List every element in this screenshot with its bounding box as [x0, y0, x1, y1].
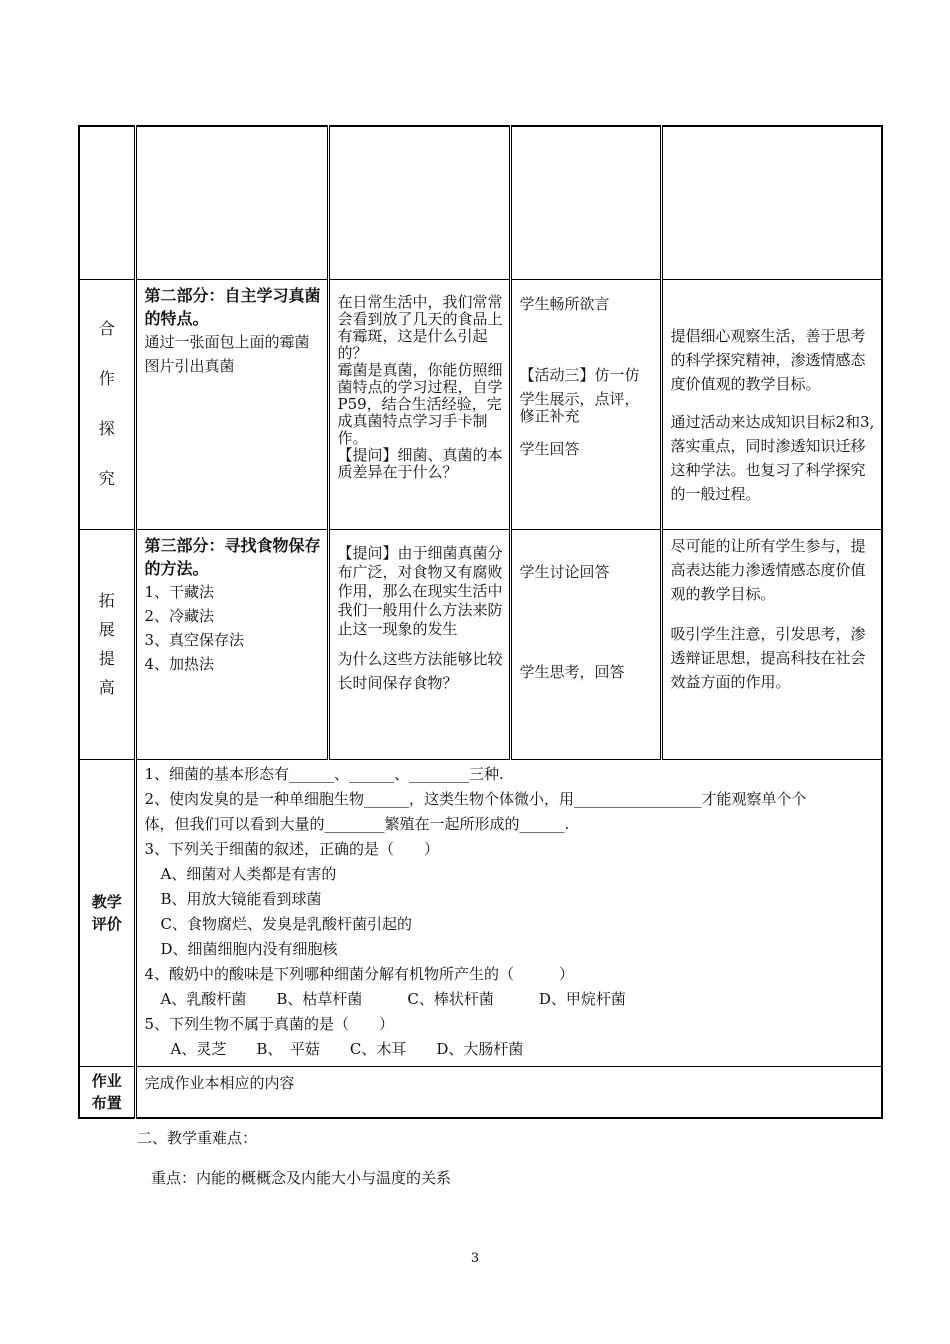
extend-label-char: 展	[98, 620, 115, 639]
top-teacher-cell	[328, 126, 510, 279]
cooperate-content-cell	[135, 279, 328, 529]
quiz-option: A、灵芝 B、 平菇 C、木耳 D、大肠杆菌	[170, 1039, 524, 1058]
section-title: 第三部分：寻找食物保存的方法。	[144, 535, 321, 578]
extend-teacher-cell	[328, 529, 510, 759]
quiz-option: B、用放大镜能看到球菌	[160, 889, 322, 908]
evaluation-label: 评价	[91, 914, 122, 933]
cooperate-label-char: 探	[98, 419, 115, 438]
extend-student-cell	[510, 529, 661, 759]
student-text: 学生回答	[519, 439, 580, 458]
intent-text: 通过活动来达成知识目标2和3,落实重点，同时渗透知识迁移这种学法。也复习了科学探究的一般过程。	[670, 412, 875, 503]
homework-text: 完成作业本相应的内容	[144, 1073, 295, 1092]
cooperate-intent-cell	[661, 279, 882, 529]
extend-label-cell	[79, 529, 135, 759]
extend-intent-cell	[661, 529, 882, 759]
teacher-text: 【提问】细菌、真菌的本质差异在于什么？	[337, 445, 503, 481]
intent-text: 吸引学生注意，引发思考，渗透辩证思想，提高科技在社会效益方面的作用。	[670, 624, 866, 691]
top-intent-cell	[661, 126, 882, 279]
quiz-line: 4、酸奶中的酸味是下列哪种细菌分解有机物所产生的（ ）	[144, 964, 575, 983]
quiz-option: A、细菌对人类都是有害的	[160, 864, 337, 883]
key-point-text: 重点：内能的概概念及内能大小与温度的关系	[151, 1169, 452, 1187]
method-item: 4、加热法	[144, 654, 215, 673]
table-row-evaluation	[79, 759, 882, 1066]
homework-label: 作业	[91, 1071, 122, 1090]
quiz-line: 3、下列关于细菌的叙述，正确的是（ ）	[144, 839, 440, 858]
method-item: 1、干藏法	[144, 582, 215, 601]
cooperate-teacher-cell	[328, 279, 510, 529]
method-item: 2、冷藏法	[144, 606, 215, 625]
cooperate-label-char: 究	[98, 469, 115, 488]
quiz-option: C、食物腐烂、发臭是乳酸杆菌引起的	[160, 914, 412, 933]
quiz-line: 体，但我们可以看到大量的________繁殖在一起所形成的______.	[144, 814, 570, 833]
cooperate-label-cell	[79, 279, 135, 529]
cooperate-student-cell	[510, 279, 661, 529]
student-text: 学生思考，回答	[519, 662, 625, 681]
student-text: 学生讨论回答	[519, 562, 610, 581]
teacher-text: 【提问】由于细菌真菌分布广泛，对食物又有腐败作用，那么在现实生活中我们一般用什么方法来防止这一现象的发生	[337, 543, 503, 638]
lesson-plan-table	[78, 125, 883, 1119]
quiz-line: 1、细菌的基本形态有______、______、________三种.	[144, 764, 504, 783]
top-student-cell	[510, 126, 661, 279]
quiz-line: 5、下列生物不属于真菌的是（ ）	[144, 1014, 395, 1033]
cooperate-label-char: 合	[98, 319, 115, 338]
table-row-homework	[79, 1066, 882, 1118]
homework-content-cell	[135, 1066, 882, 1118]
section-title: 第二部分：自主学习真菌的特点。	[144, 285, 321, 328]
extend-label-char: 高	[98, 678, 115, 697]
quiz-line: 2、使肉发臭的是一种单细胞生物______，这类生物个体微小，用_________________才能观察单个个	[144, 789, 807, 808]
table-row-top	[79, 126, 882, 279]
student-text: 【活动三】仿一仿	[519, 365, 640, 384]
student-text: 学生展示，点评，修正补充	[519, 389, 640, 425]
table-row-cooperate	[79, 279, 882, 529]
intent-text: 尽可能的让所有学生参与，提高表达能力渗透情感态度价值观的教学目标。	[670, 536, 866, 603]
cooperate-label-char: 作	[98, 369, 115, 388]
quiz-option: D、细菌细胞内没有细胞核	[160, 939, 338, 958]
extend-content-cell	[135, 529, 328, 759]
evaluation-label-cell	[79, 759, 135, 1066]
homework-label: 布置	[91, 1093, 122, 1112]
student-text: 学生畅所欲言	[519, 294, 610, 313]
method-item: 3、真空保存法	[144, 630, 245, 649]
section-body: 通过一张面包上面的霉菌图片引出真菌	[144, 332, 310, 375]
intent-text: 提倡细心观察生活，善于思考的科学探究精神，渗透情感态度价值观的教学目标。	[670, 326, 866, 393]
teacher-text: 霉菌是真菌，你能仿照细菌特点的学习过程，自学P59，结合生活经验，完成真菌特点学习手卡制作。	[337, 360, 503, 447]
top-label-cell	[79, 126, 135, 279]
homework-label-cell	[79, 1066, 135, 1118]
quiz-option: A、乳酸杆菌 B、枯草杆菌 C、棒状杆菌 D、甲烷杆菌	[160, 989, 626, 1008]
table-row-extend	[79, 529, 882, 759]
top-content-cell	[135, 126, 328, 279]
section-heading: 二、教学重难点：	[137, 1129, 258, 1147]
evaluation-content-cell	[135, 759, 882, 1066]
teacher-text: 在日常生活中，我们常常会看到放了几天的食品上有霉斑，这是什么引起的？	[337, 292, 503, 362]
extend-label-char: 提	[98, 649, 115, 668]
evaluation-label: 教学	[91, 892, 122, 911]
page-number: 3	[470, 1251, 480, 1266]
teacher-text: 为什么这些方法能够比较长时间保存食物？	[337, 649, 503, 692]
extend-label-char: 拓	[98, 591, 115, 610]
